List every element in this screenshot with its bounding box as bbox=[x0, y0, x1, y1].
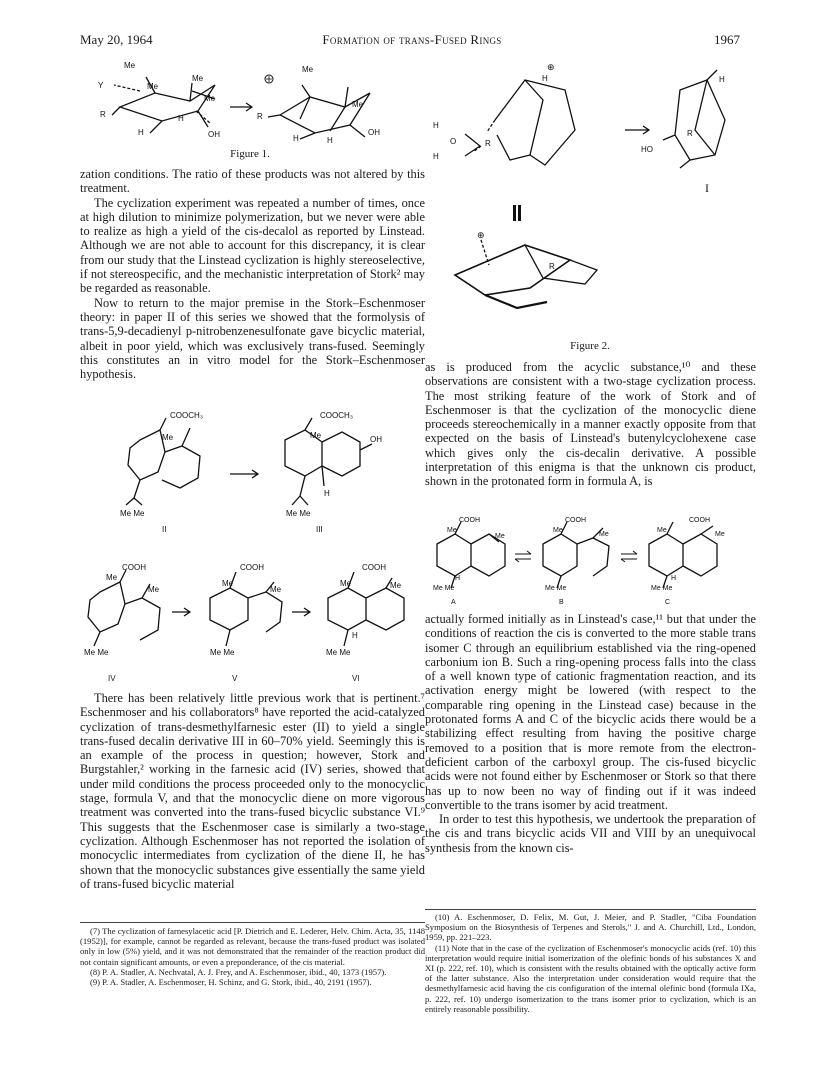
B-label-me2: Me bbox=[599, 531, 609, 538]
figure-2-label-I: I bbox=[705, 181, 709, 195]
fig1-label-oh2: OH bbox=[368, 128, 380, 137]
fig1-label-h2: H bbox=[178, 114, 184, 123]
III-label-oh: OH bbox=[370, 435, 382, 444]
fig1-label-me4: Me bbox=[204, 94, 216, 103]
A-label-me1: Me bbox=[447, 527, 457, 534]
compound-IV-label: IV bbox=[108, 674, 116, 683]
fig2-label-h1: H bbox=[433, 121, 439, 130]
V-label-meme: Me Me bbox=[210, 648, 235, 657]
fig1-label-me2: Me bbox=[147, 82, 159, 91]
compound-B-label: B bbox=[559, 599, 564, 604]
left-column-top bbox=[80, 167, 425, 381]
B-label-meme: Me Me bbox=[545, 585, 567, 592]
IV-label-me1: Me bbox=[106, 573, 118, 582]
fig1-label-me3: Me bbox=[192, 74, 204, 83]
fig1-label-me6: Me bbox=[352, 100, 364, 109]
C-label-me2: Me bbox=[715, 531, 725, 538]
footnote-9: (9) P. A. Stadler, A. Eschenmoser, H. Schinz, and G. Stork, ibid., 40, 2191 (1957). bbox=[90, 977, 372, 988]
right-column-bottom bbox=[425, 612, 756, 855]
fig1-label-r2: R bbox=[257, 112, 263, 121]
fig1-label-y: Y bbox=[98, 81, 104, 90]
VI-label-h: H bbox=[352, 631, 358, 640]
II-label-cooch3: COOCH₃ bbox=[170, 411, 204, 420]
compound-II-label: II bbox=[162, 525, 167, 532]
V-label-me1: Me bbox=[222, 579, 234, 588]
footnotes-left bbox=[80, 926, 425, 987]
fig2-label-r3: R bbox=[549, 262, 555, 271]
V-label-cooh: COOH bbox=[240, 563, 264, 572]
compound-III-label: III bbox=[316, 525, 323, 532]
VI-label-cooh: COOH bbox=[362, 563, 386, 572]
A-label-h: H bbox=[455, 575, 461, 582]
II-label-meme: Me Me bbox=[120, 509, 145, 518]
C-label-meme: Me Me bbox=[651, 585, 673, 592]
paragraph: In order to test this hypothesis, we undertook the preparation of the cis and trans bicyclic acids VII and VIII by an unequivocal synthesis from the known cis- bbox=[425, 812, 756, 855]
paragraph: There has been relatively little previous work that is pertinent.⁷ Eschenmoser and his collaborators⁸ have reported the acid-catalyzed cyclization of trans-desmethylfarnesic ester (II) to yield a single trans-fused decalin derivative III in 60–70% yield. Seemingly this is an example of the process in question; however, Stork and Burgstahler,² working in the farnesic acid (IV) series, showed that under mild conditions the process proceeded only to the monocyclic stage, formula V, and that the monocyclic diene on more vigorous treatment was converted into the trans-fused bicyclic substance VI.⁹ This suggests that the Eschenmoser case is similarly a two-stage cyclization. Although Eschenmoser has not reported the isolation of monocyclic intermediates from cyclization of the diene II, he has shown that the monocyclic substances give essentially the same yield of trans-fused bicyclic material bbox=[80, 691, 425, 891]
III-label-me: Me bbox=[310, 431, 322, 440]
fig2-label-r2: R bbox=[687, 129, 693, 138]
paragraph: actually formed initially as in Linstead's case,¹¹ but that under the conditions of reaction the cis is converted to the more stable trans isomer C through an equilibrium established via the ring-opened carbonium ion B. Such a ring-opening process falls into the class of a well known type of cationic fragmentation reaction, and its activation energy might be lowered (with respect to the comparable ring opening in the Linstead case) because in the protonated forms A and C of the bicyclic acids there would be a stabilizing effect resulting from having the positive charge removed to a position that is more remote from the electron-deficient carbon of the carboxyl group. The cis-fused bicyclic acids were not found either by Eschenmoser or Stork so that there has up to now been no way of finding out if it was indeed convertible to the trans isomer by acid treatment. bbox=[425, 612, 756, 812]
III-label-cooch3: COOCH₃ bbox=[320, 411, 354, 420]
compound-A-label: A bbox=[451, 599, 456, 604]
header-page-number: 1967 bbox=[714, 32, 740, 47]
IV-label-meme: Me Me bbox=[84, 648, 109, 657]
paragraph: The cyclization experiment was repeated a number of times, once at high dilution to minimize polymerization, but we never were able to realize as high a yield of the cis-decalol as reported by Linstead. Although we are not able to account for this discrepancy, it is clear from our study that the Linstead cyclization is highly stereoselective, if not stereospecific, and the mechanistic interpretation of Stork² may be regarded as reasonable. bbox=[80, 195, 425, 296]
fig2-label-ho: HO bbox=[641, 145, 653, 154]
B-label-me1: Me bbox=[553, 527, 563, 534]
fig2-label-o: O bbox=[450, 137, 457, 146]
compound-C-label: C bbox=[665, 599, 671, 604]
fig1-label-me5: Me bbox=[302, 65, 314, 74]
VI-label-me1: Me bbox=[340, 579, 352, 588]
header-title: Formation of trans-Fused Rings bbox=[322, 32, 502, 47]
fig2-label-r1: R bbox=[485, 139, 491, 148]
A-label-cooh: COOH bbox=[459, 517, 480, 524]
figure-2 bbox=[425, 60, 755, 340]
V-label-me2: Me bbox=[270, 585, 282, 594]
fig2-plus-icon-2: ⊕ bbox=[477, 230, 485, 240]
fig2-label-h3: H bbox=[542, 74, 548, 83]
footnote-separator-right bbox=[425, 909, 756, 910]
fig1-label-r1: R bbox=[100, 110, 106, 119]
A-label-me2: Me bbox=[495, 533, 505, 540]
paragraph: Now to return to the major premise in the Stork–Eschenmoser theory: in paper II of this series we showed that the formolysis of trans-5,9-decadienyl p-nitrobenzenesulfonate gave bicyclic material, albeit in poor yield, which was exclusively trans-fused. Seemingly this constitutes an in vitro model for the Stork–Eschenmoser hypothesis. bbox=[80, 295, 425, 382]
fig1-label-oh1: OH bbox=[208, 130, 220, 139]
fig2-label-h2: H bbox=[433, 152, 439, 161]
fig2-label-h4: H bbox=[719, 75, 725, 84]
IV-label-cooh: COOH bbox=[122, 563, 146, 572]
IV-label-me2: Me bbox=[148, 585, 160, 594]
footnote-7: (7) The cyclization of farnesylacetic acid [P. Dietrich and E. Lederer, Helv. Chim. Acta, 35, 1148 (1952)], for example, cannot be regarded as relevant, because the trans-fused product was isolated only in low (5%) yield, and it was not demonstrated that the remainder of the reaction product did not contain significant amounts, or even a preponderance, of the cis material. bbox=[80, 926, 425, 967]
paragraph: zation conditions. The ratio of these products was not altered by this treatment. bbox=[80, 167, 425, 196]
fig1-label-h4: H bbox=[327, 136, 333, 145]
figure-1-caption: Figure 1. bbox=[230, 148, 270, 160]
scheme-A-B-C bbox=[425, 514, 756, 604]
paragraph: as is produced from the acyclic substance,¹⁰ and these observations are consistent with a two-stage cyclization process. The most striking feature of the work of Stork and of Eschenmoser is that the cyclization of the monocyclic diene proceeds stereochemically in a manner exactly opposite from that expected on the basis of Linstead's butenylcyclohexene case which gives only the cis-decalin derivative. A possible interpretation of this enigma is that the unknown cis product, shown in the protonated form in formula A, is bbox=[425, 360, 756, 489]
fig2-plus-icon: ⊕ bbox=[547, 62, 555, 72]
fig1-label-h3: H bbox=[293, 134, 299, 143]
C-label-h: H bbox=[671, 575, 677, 582]
compound-VI-label: VI bbox=[352, 674, 360, 683]
scheme-IV-V-VI bbox=[80, 562, 420, 670]
C-label-cooh: COOH bbox=[689, 517, 710, 524]
figure-1 bbox=[80, 55, 420, 147]
III-label-meme: Me Me bbox=[286, 509, 311, 518]
right-column-top bbox=[425, 360, 756, 489]
A-label-meme: Me Me bbox=[433, 585, 455, 592]
compound-V-label: V bbox=[232, 674, 238, 683]
VI-label-meme: Me Me bbox=[326, 648, 351, 657]
B-label-cooh: COOH bbox=[565, 517, 586, 524]
footnote-separator-left bbox=[80, 922, 425, 923]
fig1-label-me1: Me bbox=[124, 61, 136, 70]
footnote-10: (10) A. Eschenmoser, D. Felix, M. Gut, J. Meier, and P. Stadler, "Ciba Foundation Symposium on the Biosynthesis of Terpenes and Sterols," J. and A. Churchill, Ltd., London, 1959, pp. 221–223. bbox=[425, 912, 756, 943]
III-label-h: H bbox=[324, 489, 330, 498]
left-column-bottom bbox=[80, 691, 425, 891]
II-label-me: Me bbox=[162, 433, 174, 442]
header-date: May 20, 1964 bbox=[80, 32, 153, 47]
VI-label-me2: Me bbox=[390, 581, 402, 590]
fig1-label-h1: H bbox=[138, 128, 144, 137]
figure-2-caption: Figure 2. bbox=[570, 340, 610, 352]
C-label-me1: Me bbox=[657, 527, 667, 534]
footnote-11: (11) Note that in the case of the cyclization of Eschenmoser's monocyclic acids (ref. 10) this interpretation would require initial isomerization of the olefinic bonds of his substances X and XI (p. 222, ref. 10), which is consistent with the results obtained with the optically active form of the latter substance. Also the interpretation under consideration would require that the desmethylfarnesic acid having the cis configuration of the internal olefinic bond (formula IXa, p. 222, ref. 10) undergo isomerization to the trans isomer prior to cyclization, which is an entirely reasonable possibility. bbox=[425, 942, 756, 1014]
scheme-II-III bbox=[110, 410, 400, 532]
footnotes-right bbox=[425, 912, 756, 1014]
footnote-8: (8) P. A. Stadler, A. Nechvatal, A. J. Frey, and A. Eschenmoser, ibid., 40, 1373 (1957). bbox=[90, 966, 387, 977]
